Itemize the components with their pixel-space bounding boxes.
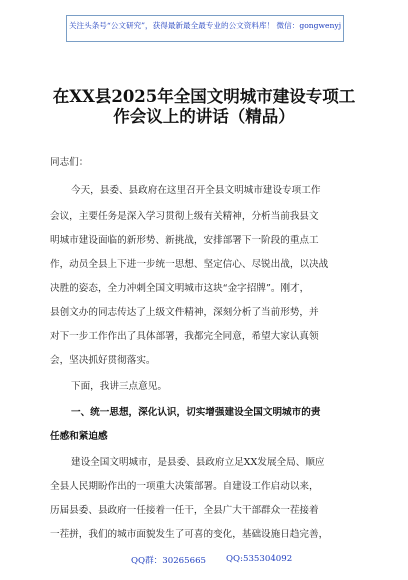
paragraph-line: 全县人民期盼作出的一项重大决策部署。自建设工作启动以来， (50, 481, 319, 492)
paragraph-line: 建设全国文明城市，是县委、县政府立足XX发展全局、顺应 (71, 457, 325, 468)
footer-qq-group: QQ群：30265665 (131, 556, 207, 566)
paragraph-line: 作，动员全县上下进一步统一思想、坚定信心、尽锐出战，以决战 (50, 259, 329, 270)
section-heading-1: 一、统一思想，深化认识，切实增强建设全国文明城市的责 (71, 407, 321, 418)
paragraph-line: 县创文办的同志传达了上级文件精神，深刻分析了当前形势，并 (50, 307, 319, 318)
paragraph-line: 会，坚决抓好贯彻落实。 (50, 355, 156, 366)
salutation: 同志们： (50, 157, 89, 168)
header-banner-text: 关注头条号“公文研究”，获得最新最全最专业的公文资料库！ 微信：gongwenyj (68, 21, 342, 30)
paragraph-line: 一茬拼，我们的城市面貌发生了可喜的变化，基础设施日趋完善， (50, 529, 329, 540)
paragraph-line: 对下一步工作作出了具体部署，我都完全同意，希望大家认真领 (50, 331, 319, 342)
paragraph-line: 会议，主要任务是深入学习贯彻上级有关精神，分析当前我县文 (50, 211, 319, 222)
footer-qq-number: QQ:535304092 (226, 554, 293, 564)
paragraph-line: 下面，我讲三点意见。 (71, 381, 167, 392)
title-line-2: 作会议上的讲话（精品） (113, 107, 295, 126)
title-line-1: 在XX县2025年全国文明城市建设专项工 (52, 87, 356, 106)
paragraph-line: 今天，县委、县政府在这里召开全县文明城市建设专项工作 (71, 185, 321, 196)
document-title (40, 87, 368, 127)
paragraph-line: 决胜的姿态，全力冲刺全国文明城市这块“金字招牌”。刚才， (50, 283, 310, 294)
paragraph-line: 历届县委、县政府一任接着一任干，全县广大干部群众一茬接着 (50, 505, 319, 516)
section-heading-1-cont: 任感和紧迫感 (50, 431, 108, 442)
paragraph-line: 明城市建设面临的新形势、新挑战，安排部署下一阶段的重点工 (50, 235, 319, 246)
